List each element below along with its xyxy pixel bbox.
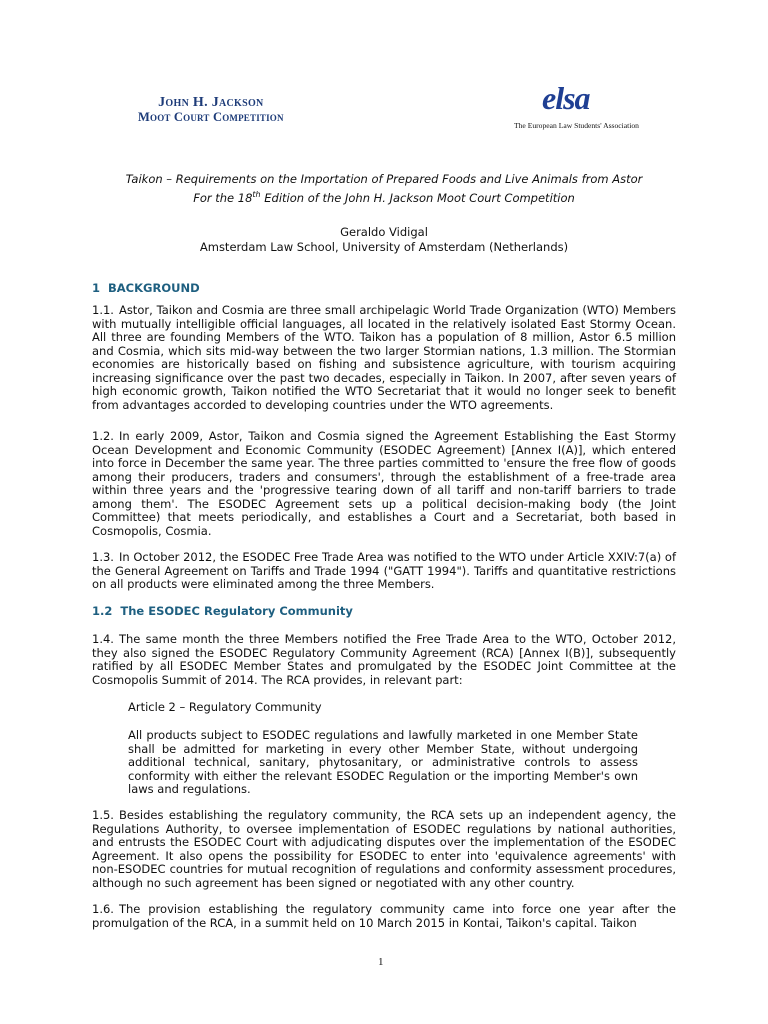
page-number: 1 <box>378 956 384 968</box>
elsa-logo <box>512 82 652 132</box>
paragraph-number: 1.6. <box>92 902 114 916</box>
section-title: The ESODEC Regulatory Community <box>120 604 353 618</box>
title-line-1: Taikon – Requirements on the Importation of Prepared Foods and Live Animals from Astor <box>125 172 643 186</box>
author-name: Geraldo Vidigal <box>340 225 428 239</box>
logo-line-2: Moot Court Competition <box>138 110 284 124</box>
quote-heading: Article 2 – Regulatory Community <box>128 700 322 714</box>
paragraph-1-6 <box>92 903 676 930</box>
paragraph-1-3 <box>92 551 676 592</box>
paragraph-number: 1.5. <box>92 808 114 822</box>
elsa-subtitle: The European Law Students' Association <box>514 121 639 130</box>
document-title <box>90 172 678 206</box>
section-heading-background <box>92 281 200 295</box>
paragraph-text: The provision establishing the regulatory community came into force one year after the promulgation of the RCA, in a summit held on 10 March 2015 in Kontai, Taikon's capital. Taikon <box>92 902 676 930</box>
section-number: 1.2 <box>92 604 113 618</box>
title-line-2 <box>90 187 678 206</box>
paragraph-1-4 <box>92 633 676 687</box>
paragraph-1-1 <box>92 304 676 412</box>
paragraph-text: In early 2009, Astor, Taikon and Cosmia signed the Agreement Establishing the East Stormy Ocean Development and Economic Community (ESODEC Agreement) [Annex I(A)], which entered into force in December the same year. The three parties committed to 'ensure the free flow of goods among their producers, traders and consumers', through the establishment of a free-trade area within three years and the 'progressive tearing down of all tariff and non-tariff barriers to trade among them'. The ESODEC Agreement sets up a political decision-making body (the Joint Committee) that meets periodically, and establishes a Court and a Secretariat, both based in Cosmopolis, Cosmia. <box>92 429 676 538</box>
paragraph-text: Astor, Taikon and Cosmia are three small archipelagic World Trade Organization (WTO) Members with mutually intelligible official languages, all located in the relatively isolated East Stormy Ocean. All three are founding Members of the WTO. Taikon has a population of 8 million, Astor 6.5 million and Cosmia, which sits mid-way between the two larger Stormian nations, 1.3 million. The Stormian economies are historically based on fishing and subsistence agriculture, with tourism acquiring increasing significance over the past two decades, especially in Taikon. In 2007, after seven years of high economic growth, Taikon notified the WTO Secretariat that it would no longer seek to benefit from advantages accorded to developing countries under the WTO agreements. <box>92 303 676 412</box>
paragraph-number: 1.1. <box>92 303 114 317</box>
paragraph-number: 1.3. <box>92 550 114 564</box>
title-line-2-pre: For the 18 <box>193 190 253 205</box>
elsa-wordmark: elsa <box>542 80 590 116</box>
logo-line-1: John H. Jackson <box>158 95 264 110</box>
jackson-moot-court-logo <box>138 95 284 125</box>
section-heading-regulatory-community <box>92 604 353 618</box>
paragraph-number: 1.4. <box>92 632 114 646</box>
author-affiliation: Amsterdam Law School, University of Amsterdam (Netherlands) <box>199 240 569 254</box>
quoted-article-text: All products subject to ESODEC regulations and lawfully marketed in one Member State shall be admitted for marketing in every other Member State, without undergoing additional technical, sanitary, phytosanitary, or administrative controls to assess conformity with either the relevant ESODEC Regulation or the importing Member's own laws and regulations. <box>128 728 638 796</box>
paragraph-text: The same month the three Members notified the Free Trade Area to the WTO, October 2012, they also signed the ESODEC Regulatory Community Agreement (RCA) [Annex I(B)], subsequently ratified by all ESODEC Member States and promulgated by the ESODEC Joint Committee at the Cosmopolis Summit of 2014. The RCA provides, in relevant part: <box>92 632 676 687</box>
paragraph-number: 1.2. <box>92 429 114 443</box>
paragraph-1-5 <box>92 809 676 890</box>
author-block <box>90 225 678 255</box>
paragraph-text: Besides establishing the regulatory community, the RCA sets up an independent agency, the Regulations Authority, to oversee implementation of ESODEC regulations by national authorities, and entrusts the ESODEC Court with adjudicating disputes over the implementation of the ESODEC Agreement. It also opens the possibility for ESODEC to enter into 'equivalence agreements' with non-ESODEC countries for mutual recognition of regulations and conformity assessment procedures, although no such agreement has been signed or negotiated with any other country. <box>92 808 676 890</box>
paragraph-1-2 <box>92 430 676 538</box>
paragraph-text: In October 2012, the ESODEC Free Trade Area was notified to the WTO under Article XXIV:7(a) of the General Agreement on Tariffs and Trade 1994 ("GATT 1994"). Tariffs and quantitative restrictions on all products were eliminated among the three Members. <box>92 550 676 591</box>
title-line-2-post: Edition of the John H. Jackson Moot Court Competition <box>260 190 575 205</box>
section-title: BACKGROUND <box>108 281 200 295</box>
section-number: 1 <box>92 281 101 295</box>
title-ordinal-suffix: th <box>252 190 261 199</box>
